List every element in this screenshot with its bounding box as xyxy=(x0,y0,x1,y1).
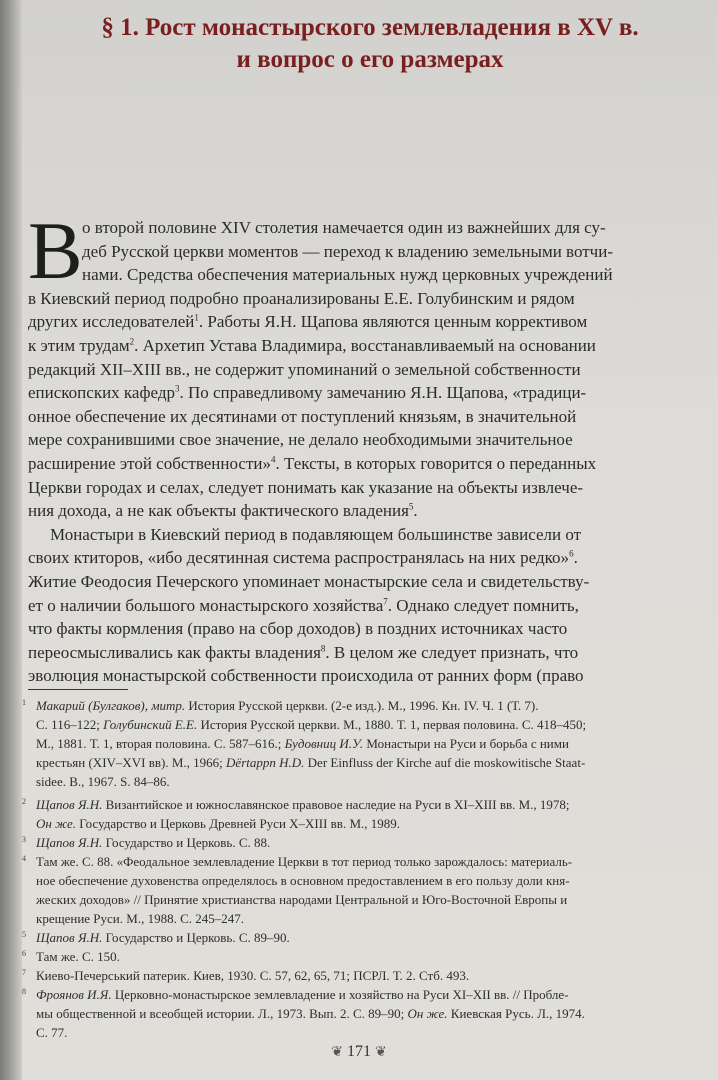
drop-cap: В xyxy=(28,205,83,296)
heading-line-1: § 1. Рост монастырского землевладения в XV в. xyxy=(101,14,639,41)
footnotes xyxy=(22,696,708,1042)
footnote-3: 3 Щапов Я.Н. Государство и Церковь. С. 88. xyxy=(28,833,708,852)
page-number-footer xyxy=(0,1043,718,1061)
text-line: Монастыри в Киевский период в подавляющем большинстве зависели от xyxy=(50,524,582,544)
section-heading xyxy=(40,12,700,76)
text-line: Церкви городах и селах, следует понимать как указание на объекты извлече- xyxy=(28,477,584,497)
heading-line-2: и вопрос о его размерах xyxy=(236,46,504,73)
page-number: 171 xyxy=(347,1043,371,1060)
footnote-6: 6 Там же. С. 150. xyxy=(28,947,708,966)
text-line: онное обеспечение их десятинами от поступлений князьям, в значительной xyxy=(28,406,577,426)
footnote-number: 4 xyxy=(22,854,26,863)
ornament-left-icon: ❦ xyxy=(331,1045,343,1060)
ornament-right-icon: ❦ xyxy=(375,1045,387,1060)
text-line: нами. Средства обеспечения материальных нужд церковных учреждений xyxy=(82,265,613,285)
footnote-ref: 7 xyxy=(383,595,388,606)
footnote-number: 1 xyxy=(22,698,26,707)
footnote-number: 3 xyxy=(22,835,26,844)
text-line: расширение этой собственности»$^4$. Тексты, в которых говорится о переданных xyxy=(28,453,597,473)
text-line: ет о наличии большого монастырского хозяйства$^7$. Однако следует помнить, xyxy=(28,595,579,615)
text-line: ния дохода, а не как объекты фактического владения$^5$. xyxy=(28,501,418,521)
footnote-number: 5 xyxy=(22,930,26,939)
text-line: что факты кормления (право на сбор доходов) в поздних источниках часто xyxy=(28,619,568,639)
footnote-ref: 5 xyxy=(408,501,414,512)
text-line: к этим трудам$^2$. Архетип Устава Владимира, восстанавливаемый на основании xyxy=(28,335,596,355)
footnote-ref: 8 xyxy=(320,643,326,654)
text-line: в Киевский период подробно проанализированы Е.Е. Голубинским и рядом xyxy=(28,288,575,308)
footnote-1: 1 Макарий (Булгаков), митр. История Русской церкви. (2-е изд.). М., 1996. Кн. IV. Ч. 1 (Т. 7). С. 116–122; Голубинский Е.Е. История Русской церкви. М., 1880. Т. 1, первая половина. С. 418–450; М., 1881. Т. 1, вторая половина. С. 587–616.; Будовниц И.У. Монастыри на Руси и борьба с ними крестьян (XIV–XVI вв). М., 1966; Dёrtappn H.D. Der Einfluss der Kirche auf die moskowitische Staat- sidee. B., 1967. S. 84–86. xyxy=(28,696,708,791)
footnote-number: 7 xyxy=(22,968,26,977)
footnote-5: 5 Щапов Я.Н. Государство и Церковь. С. 89–90. xyxy=(28,928,708,947)
text-line: Житие Феодосия Печерского упоминает монастырские села и свидетельству- xyxy=(28,571,590,591)
text-line: редакций XII–XIII вв., не содержит упоминаний о земельной собственности xyxy=(28,359,581,379)
text-line: других исследователей$^1$. Работы Я.Н. Щапова являются ценным коррективом xyxy=(28,312,588,332)
footnote-2: 2 Щапов Я.Н. Византийское и южнославянское правовое наследие на Руси в XI–XIII вв. М., 1978; Он же. Государство и Церковь Древней Руси X–XIII вв. М., 1989. xyxy=(28,795,708,833)
footnote-number: 2 xyxy=(22,797,26,806)
footnote-number: 6 xyxy=(22,949,26,958)
footnote-ref: 1 xyxy=(194,312,199,323)
footnote-ref: 4 xyxy=(271,454,276,465)
footnote-ref: 3 xyxy=(174,383,180,394)
book-spine-shadow xyxy=(0,0,22,1080)
text-line: епископских кафедр$^3$. По справедливому замечанию Я.Н. Щапова, «традици- xyxy=(28,383,587,403)
footnote-divider xyxy=(28,689,128,690)
footnote-8: 8 Фроянов И.Я. Церковно-монастырское землевладение и хозяйство на Руси XI–XII вв. // Пробле- мы общественной и всеобщей истории. Л., 1973. Вып. 2. С. 89–90; Он же. Киевская Русь. Л., 1974. С. 77. xyxy=(28,985,708,1042)
text-line: своих ктиторов, «ибо десятинная система распространялась на них редко»$^6$. xyxy=(28,548,578,568)
footnote-4: 4 Там же. С. 88. «Феодальное землевладение Церкви в тот период только зарождалось: материаль- ное обеспечение духовенства определялось в основном предоставлением в его пользу доли кня- жеских доходов» // Принятие христианства народами Центральной и Юго-Восточной Европы и крещение Руси. М., 1988. С. 245–247. xyxy=(28,852,708,928)
footnote-7: 7 Киево-Печерський патерик. Киев, 1930. С. 57, 62, 65, 71; ПСРЛ. Т. 2. Стб. 493. xyxy=(28,966,708,985)
text-line: эволюция монастырской собственности происходила от ранних форм (право xyxy=(28,666,584,686)
main-text xyxy=(28,205,708,688)
footnote-ref: 6 xyxy=(569,548,574,559)
footnote-number: 8 xyxy=(22,987,26,996)
text-line: переосмысливались как факты владения$^8$. В целом же следует признать, что xyxy=(28,642,579,662)
footnote-ref: 2 xyxy=(129,336,135,347)
text-line: мере сохранившими свое значение, не делало необходимыми значительное xyxy=(28,430,573,450)
text-line: деб Русской церкви моментов — переход к владению земельными вотчи- xyxy=(82,241,613,261)
text-line: о второй половине XIV столетия намечается один из важнейших для су- xyxy=(82,218,606,237)
